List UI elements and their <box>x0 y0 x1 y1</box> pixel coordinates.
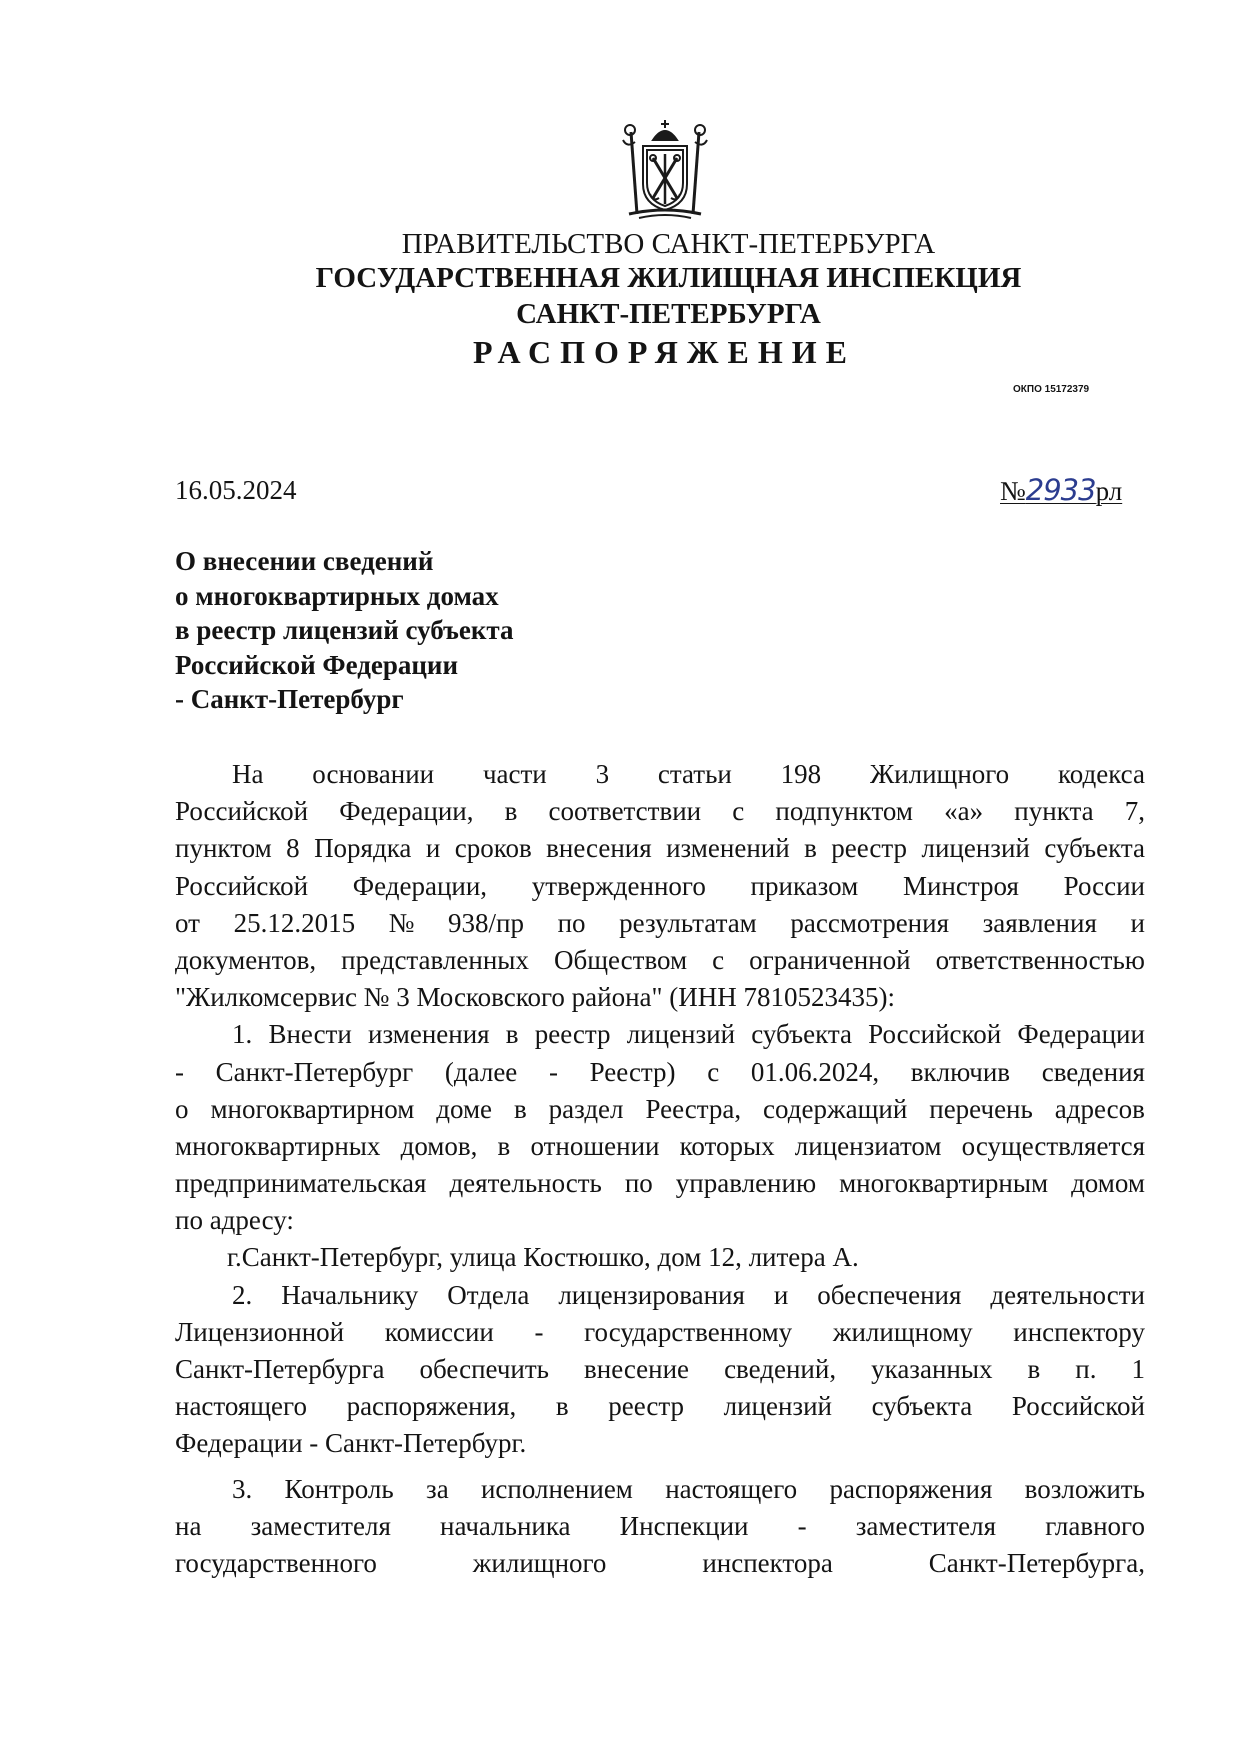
word: пунктом <box>175 833 272 864</box>
word: по <box>557 907 586 938</box>
word: - <box>534 1316 544 1347</box>
word: отношении <box>530 1130 660 1161</box>
item-2-paragraph <box>175 1277 1145 1463</box>
word: На <box>232 759 264 789</box>
word: и <box>425 833 441 864</box>
word: инспектору <box>1013 1316 1145 1347</box>
word: государственному <box>584 1316 793 1347</box>
subject-line: в реестр лицензий субъекта <box>175 615 514 645</box>
word: документов, <box>175 944 317 975</box>
word: п. <box>1075 1354 1097 1384</box>
address-text: г.Санкт-Петербург, улица Костюшко, дом 12, литера А. <box>227 1242 859 1273</box>
word: 3 <box>595 759 610 789</box>
word: лицензирования <box>558 1279 745 1310</box>
word: главного <box>1045 1510 1145 1541</box>
word: начальника <box>440 1510 571 1541</box>
text-line <box>175 830 1145 867</box>
word: распоряжения, <box>346 1391 517 1422</box>
text-line <box>175 1165 1145 1202</box>
text-line <box>175 979 1145 1016</box>
word: России <box>1063 870 1145 901</box>
coat-of-arms-emblem <box>617 118 713 222</box>
word: в <box>513 1093 527 1124</box>
word: управлению <box>675 1168 817 1199</box>
word: жилищному <box>832 1316 973 1347</box>
word: результатам <box>619 907 757 938</box>
word: в <box>555 1391 569 1422</box>
word: «а» <box>944 796 984 827</box>
word: 7, <box>1124 796 1145 827</box>
word: внесения <box>546 833 652 864</box>
word: реестр <box>831 833 908 864</box>
word: сведения <box>1041 1056 1145 1087</box>
word: внесение <box>584 1354 690 1384</box>
word: распоряжения <box>829 1473 993 1504</box>
word: - <box>175 1056 184 1087</box>
subject-line: - Санкт-Петербург <box>175 684 404 714</box>
word: кодекса <box>1058 759 1145 789</box>
word: Лицензионной <box>175 1316 345 1347</box>
word: (далее <box>444 1056 518 1087</box>
word: и <box>773 1279 789 1310</box>
word: субъекта <box>871 1391 973 1422</box>
word: настоящего <box>665 1473 798 1504</box>
word: Федерации, <box>339 796 474 827</box>
word: домов, <box>400 1130 478 1161</box>
word: рассмотрения <box>790 907 950 938</box>
text-line <box>175 1471 1145 1508</box>
document-type-title: РАСПОРЯЖЕНИЕ <box>472 334 857 370</box>
word: раздел <box>548 1093 624 1124</box>
word: ограниченной <box>749 944 911 975</box>
word: в <box>804 833 817 864</box>
word: реестр <box>534 1019 611 1050</box>
city-title: САНКТ-ПЕТЕРБУРГА <box>516 298 821 330</box>
word: 01.06.2024, <box>750 1056 880 1087</box>
word: 3. <box>232 1473 253 1504</box>
word: части <box>482 759 547 789</box>
word: Санкт-Петербург <box>215 1056 414 1087</box>
word: ответственностью <box>935 944 1145 975</box>
word: перечень <box>929 1093 1033 1124</box>
word: заместителя <box>855 1510 997 1541</box>
word: Реестра, <box>645 1093 742 1124</box>
word: многоквартирным <box>839 1168 1049 1199</box>
text-line <box>175 1314 1145 1351</box>
word: сведений, <box>724 1354 837 1384</box>
government-title: ПРАВИТЕЛЬСТВО САНКТ-ПЕТЕРБУРГА <box>401 228 936 260</box>
text-line <box>175 1545 1145 1582</box>
subject-line: О внесении сведений <box>175 546 434 576</box>
word: от <box>175 907 200 938</box>
word: № <box>388 907 415 938</box>
word: Российской <box>175 870 309 901</box>
word: - <box>797 1510 807 1541</box>
text-line <box>175 1054 1145 1091</box>
text-line <box>175 1202 1145 1239</box>
word: 1. <box>232 1019 253 1050</box>
word: 8 <box>286 833 300 864</box>
word: 938/пр <box>448 907 524 938</box>
word: о <box>175 1093 189 1124</box>
word: основании <box>312 759 435 789</box>
text-line <box>175 905 1145 942</box>
word: сроков <box>454 833 532 864</box>
word: Порядка <box>314 833 412 864</box>
word: утвержденного <box>531 870 706 901</box>
word: с <box>712 944 725 975</box>
word: Контроль <box>284 1473 394 1504</box>
word: Внести <box>268 1019 352 1050</box>
word: Российской <box>175 796 309 827</box>
word: многоквартирном <box>210 1093 415 1124</box>
text-line <box>175 1508 1145 1545</box>
word: по адресу: <box>175 1205 294 1236</box>
word: Начальнику <box>281 1279 419 1310</box>
document-subject <box>175 544 513 717</box>
word: которых <box>679 1130 775 1161</box>
word: Санкт-Петербурга, <box>928 1547 1145 1578</box>
text-line <box>175 942 1145 979</box>
word: подпунктом <box>775 796 913 827</box>
word: лицензий <box>723 1391 832 1422</box>
document-date: 16.05.2024 <box>175 475 297 505</box>
address-line <box>175 1239 1145 1276</box>
item-1-paragraph <box>175 1016 1145 1239</box>
word: обеспечить <box>419 1354 549 1384</box>
word: представленных <box>341 944 529 975</box>
word: по <box>624 1168 653 1199</box>
word: за <box>426 1473 449 1504</box>
word: 198 <box>780 759 822 789</box>
word: Инспекции <box>619 1510 749 1541</box>
word: 25.12.2015 <box>233 907 356 938</box>
word: комиссии <box>384 1316 494 1347</box>
word: государственного <box>175 1547 377 1578</box>
word: и <box>1130 907 1145 938</box>
word: - <box>548 1056 558 1087</box>
word: Минстроя <box>902 870 1019 901</box>
text-line <box>175 1128 1145 1165</box>
number-sign: № <box>1000 476 1026 506</box>
word: Отдела <box>447 1279 530 1310</box>
preamble-paragraph <box>175 756 1145 1016</box>
word: исполнением <box>480 1473 633 1504</box>
word: заместителя <box>250 1510 391 1541</box>
word: статьи <box>657 759 732 789</box>
text-line <box>175 1388 1145 1425</box>
word: субъекта <box>1044 833 1145 864</box>
text-line <box>175 1425 1145 1462</box>
word: деятельности <box>990 1279 1145 1310</box>
word: в <box>1027 1354 1041 1384</box>
number-suffix: рл <box>1095 476 1123 506</box>
word: 2. <box>232 1279 253 1310</box>
word: Обществом <box>553 944 688 975</box>
word: инспектора <box>702 1547 833 1578</box>
word: изменения <box>368 1019 490 1050</box>
word: реестр <box>608 1391 684 1422</box>
text-line <box>175 868 1145 905</box>
word: лицензий <box>921 833 1030 864</box>
document-body <box>175 756 1145 1582</box>
text-line <box>175 1277 1145 1314</box>
word: субъекта <box>751 1019 852 1050</box>
text-line <box>175 793 1145 830</box>
inspection-title: ГОСУДАРСТВЕННАЯ ЖИЛИЩНАЯ ИНСПЕКЦИЯ <box>315 262 1022 294</box>
word: с <box>707 1056 720 1087</box>
text-line <box>175 1351 1145 1388</box>
word: домом <box>1071 1168 1145 1199</box>
word: лицензиатом <box>794 1130 942 1161</box>
word: многоквартирных <box>175 1130 381 1161</box>
text-line <box>175 756 1145 793</box>
word: в <box>504 796 518 827</box>
text-line <box>175 1091 1145 1128</box>
word: адресов <box>1054 1093 1145 1124</box>
okpo-code: ОКПО 15172379 <box>1013 384 1090 395</box>
word: с <box>732 796 745 827</box>
word: деятельность <box>449 1168 602 1199</box>
word: приказом <box>750 870 859 901</box>
word: заявления <box>982 907 1097 938</box>
word: осуществляется <box>961 1130 1145 1161</box>
word: Федерации, <box>352 870 488 901</box>
item-3-paragraph <box>175 1471 1145 1583</box>
word: Санкт-Петербурга <box>175 1354 385 1384</box>
text-line <box>175 1016 1145 1053</box>
word: жилищного <box>472 1547 607 1578</box>
word: настоящего <box>175 1391 307 1422</box>
word: возложить <box>1024 1473 1145 1504</box>
subject-line: о многоквартирных домах <box>175 580 499 611</box>
word: Федерации - Санкт-Петербург. <box>175 1428 527 1459</box>
word: содержащий <box>763 1093 908 1124</box>
word: изменений <box>666 833 790 864</box>
word: Реестр) <box>589 1056 676 1087</box>
word: лицензий <box>626 1019 736 1050</box>
word: Российской <box>868 1019 1002 1050</box>
subject-line: Российской Федерации <box>175 649 459 680</box>
word: включив <box>910 1056 1011 1087</box>
document-number <box>1000 473 1122 507</box>
handwritten-number: 2933 <box>1025 473 1096 507</box>
word: предпринимательская <box>175 1168 427 1199</box>
word: Российской <box>1011 1391 1145 1422</box>
word: "Жилкомсервис № 3 Московского района" (ИНН 7810523435): <box>175 982 896 1013</box>
word: указанных <box>871 1354 993 1384</box>
word: в <box>497 1130 511 1161</box>
word: соответствии <box>548 796 702 827</box>
word: на <box>175 1510 202 1541</box>
word: Федерации <box>1017 1019 1145 1050</box>
word: обеспечения <box>817 1279 962 1310</box>
word: в <box>505 1019 519 1050</box>
word: пункта <box>1014 796 1094 827</box>
word: 1 <box>1131 1354 1145 1384</box>
word: доме <box>436 1093 493 1124</box>
word: Жилищного <box>869 759 1010 789</box>
